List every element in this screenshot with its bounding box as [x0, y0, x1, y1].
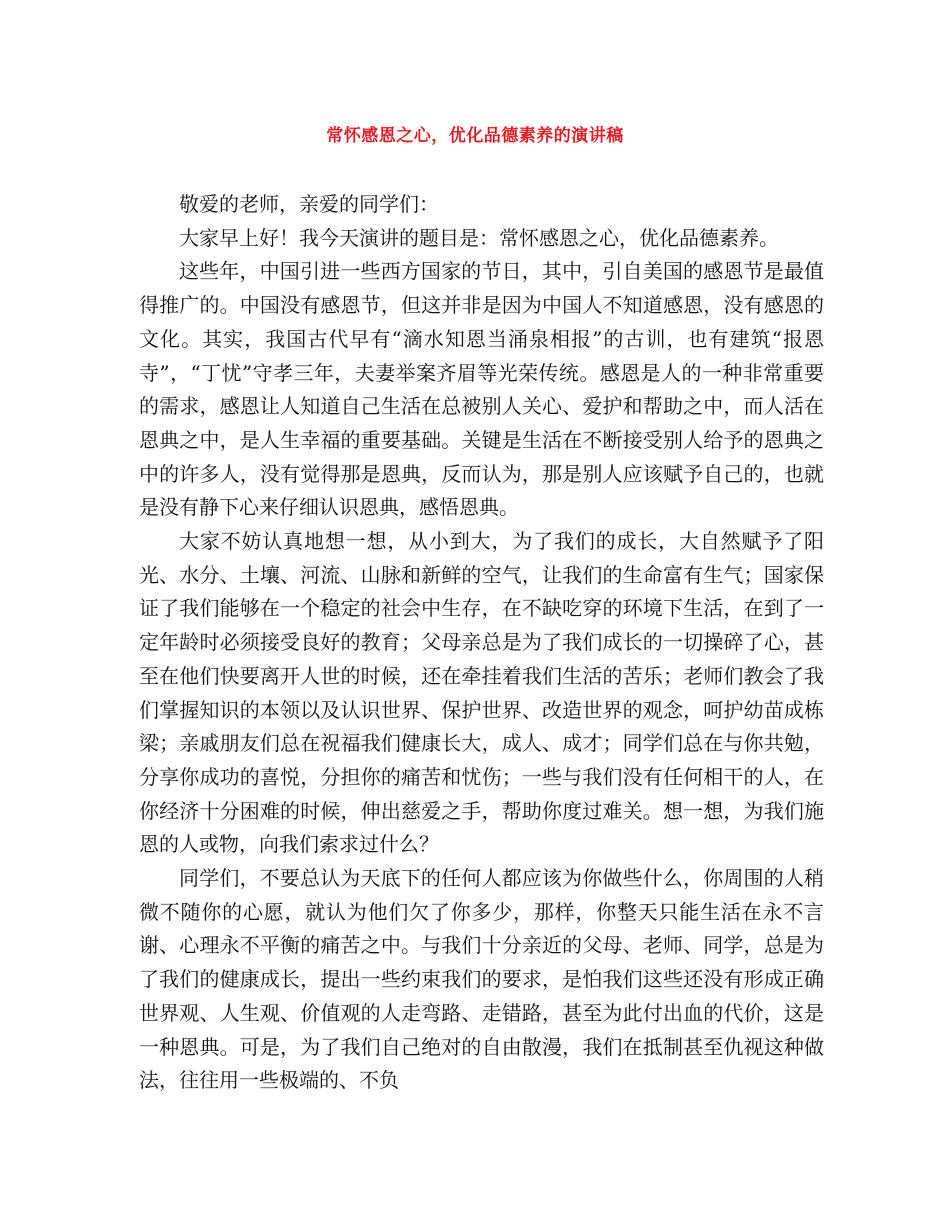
body-paragraph: 同学们，不要总认为天底下的任何人都应该为你做些什么，你周围的人稍微不随你的心愿，就认为他们欠了你多少，那样，你整天只能生活在永不言谢、心理永不平衡的痛苦之中。与我们十分亲近的父母、老师、同学，总是为了我们的健康成长，提出一些约束我们的要求，是怕我们这些还没有形成正确世界观、人生观、价值观的人走弯路、走错路，甚至为此付出血的代价，这是一种恩典。可是，为了我们自己绝对的自由散漫，我们在抵制甚至仇视这种做法，往往用一些极端的、不负 — [139, 866, 824, 1093]
body-paragraph: 这些年，中国引进一些西方国家的节日，其中，引自美国的感恩节是最值得推广的。中国没有感恩节，但这并非是因为中国人不知道感恩，没有感恩的文化。其实，我国古代早有“滴水知恩当涌泉相报”的古训，也有建筑“报恩寺”，“丁忧”守孝三年，夫妻举案齐眉等光荣传统。感恩是人的一种非常重要的需求，感恩让人知道自己生活在总被别人关心、爱护和帮助之中，而人活在恩典之中，是人生幸福的重要基础。关键是生活在不断接受别人给予的恩典之中的许多人，没有觉得那是恩典，反而认为，那是别人应该赋予自己的，也就是没有静下心来仔细认识恩典，感悟恩典。 — [139, 259, 824, 520]
document-title: 常怀感恩之心，优化品德素养的演讲稿 — [326, 126, 624, 146]
greeting-paragraph: 大家早上好！我今天演讲的题目是：常怀感恩之心，优化品德素养。 — [179, 225, 779, 250]
salutation-paragraph: 敬爱的老师，亲爱的同学们： — [179, 192, 439, 216]
document-body — [139, 188, 824, 1098]
body-paragraph: 大家不妨认真地想一想，从小到大，为了我们的成长，大自然赋予了阳光、水分、土壤、河流、山脉和新鲜的空气，让我们的生命富有生气；国家保证了我们能够在一个稳定的社会中生存，在不缺吃穿的环境下生活，在到了一定年龄时必须接受良好的教育；父母亲总是为了我们成长的一切操碎了心，甚至在他们快要离开人世的时候，还在牵挂着我们生活的苦乐；老师们教会了我们掌握知识的本领以及认识世界、保护世界、改造世界的观念，呵护幼苗成栋梁；亲戚朋友们总在祝福我们健康长大，成人、成才；同学们总在与你共勉，分享你成功的喜悦，分担你的痛苦和忧伤；一些与我们没有任何相干的人，在你经济十分困难的时候，伸出慈爱之手，帮助你度过难关。想一想，为我们施恩的人或物，向我们索求过什么？ — [139, 529, 824, 857]
